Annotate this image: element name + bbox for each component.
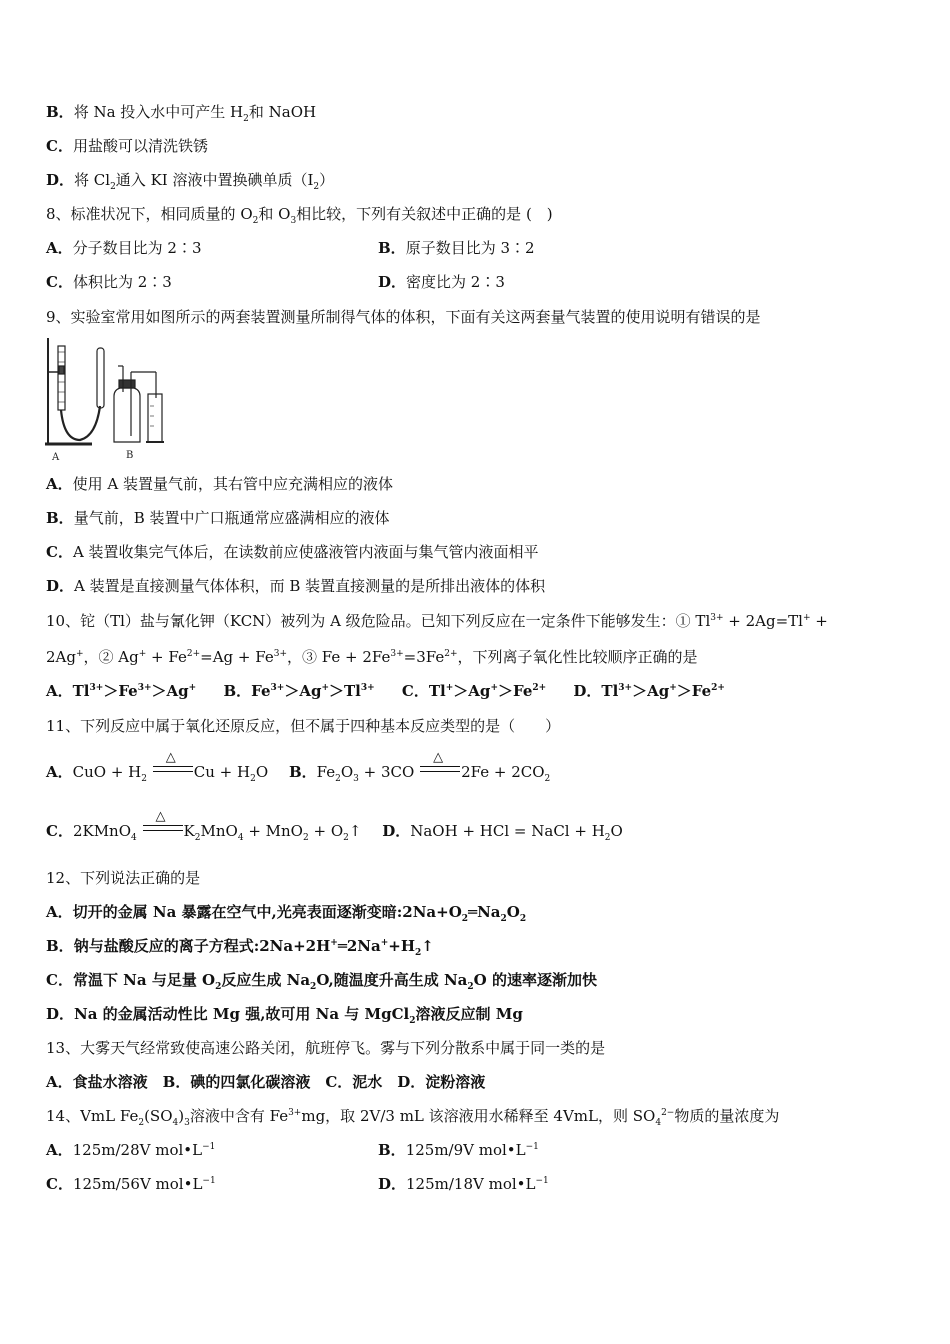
q13-stem: 13、大雾天气经常致使高速公路关闭，航班停飞。雾与下列分散系中属于同一类的是 <box>46 1039 606 1057</box>
q10-option-c: C．$Tl^+>Ag^+>Fe^{2+}$ <box>401 682 547 700</box>
q11-options-cd <box>46 809 623 843</box>
q9-stem: 9、实验室常用如图所示的两套装置测量所制得气体的体积，下面有关这两套量气装置的使用说明有错误的是 <box>46 308 761 326</box>
q10-option-d: D．$Tl^{3+}>Ag^+>Fe^{2+}$ <box>573 682 725 700</box>
q7-option-d: D．将 $Cl_2$通入 KI 溶液中置换碘单质$(I_2)$ <box>46 171 335 192</box>
q7-option-c: C．用盐酸可以清洗铁锈 <box>46 137 208 155</box>
q14-stem: 14、VmL $Fe_2(SO_4)_3$溶液中含有 $Fe^{3+}mg$，取 2V/3 mL 该溶液用水稀释至 4VmL，则 $SO_4^{2-}$物质的量浓度为 <box>46 1107 780 1128</box>
heating-equals-sign: △ <box>153 763 193 779</box>
gas-measurement-apparatus-figure <box>44 336 174 462</box>
figure-label-a: A <box>52 452 60 462</box>
q12-option-d: D．Na 的金属活动性比 Mg 强,故可用 Na 与 MgCl$_2$溶液反应制 Mg <box>46 1005 523 1026</box>
q10-stem-line1: 10、铊（Tl）盐与氰化钾（KCN）被列为 A 级危险品。已知下列反应在一定条件下能够发生：① $Tl^{3+} + 2Ag=Tl^+$ + <box>46 612 828 630</box>
q8-option-d: D．密度比为 2∶3 <box>378 273 505 291</box>
q11-option-b: B．$Fe_2O_3 + 3CO$ △ $2Fe + 2CO_2$ <box>288 750 551 784</box>
q8-option-a: A．分子数目比为 2∶3 <box>46 239 202 257</box>
q10-stem-line2: 2Ag+，② $Ag^+ + Fe^{2+}=Ag + Fe^{3+}$，③ $Fe + 2Fe^{3+}=3Fe^{2+}$，下列离子氧化性比较顺序正确的是 <box>46 648 698 666</box>
q8-option-b: B．原子数目比为 3∶2 <box>378 239 535 257</box>
q14-option-b: B．125m/9V $mol•L^{-1}$ <box>378 1141 539 1159</box>
q14-option-a: A．125m/28V $mol•L^{-1}$ <box>46 1141 216 1159</box>
q9-option-d: D．A 装置是直接测量气体体积，而 B 装置直接测量的是所排出液体的体积 <box>46 577 546 595</box>
q12-stem: 12、下列说法正确的是 <box>46 869 201 887</box>
apparatus-b-drawing <box>114 366 164 442</box>
q11-option-d: D．NaOH + HCl = NaCl + $H_2O$ <box>382 822 623 843</box>
q10-option-b: B．$Fe^{3+}>Ag^+>Tl^{3+}$ <box>223 682 375 700</box>
apparatus-a-drawing <box>45 338 104 444</box>
heating-equals-sign: △ <box>420 763 460 779</box>
q9-option-c: C．A 装置收集完气体后，在读数前应使盛液管内液面与集气管内液面相平 <box>46 543 539 561</box>
heating-equals-sign: △ <box>143 822 183 838</box>
q11-stem: 11、下列反应中属于氧化还原反应，但不属于四种基本反应类型的是（ ） <box>46 717 561 735</box>
q12-option-b: B．钠与盐酸反应的离子方程式$:2Na+2H^+═2Na^++H_2↑$ <box>46 937 434 958</box>
q7-option-b: B．将 Na 投入水中可产生 $H_2$和 NaOH <box>46 103 317 124</box>
q12-option-c: C．常温下 Na 与足量 $O_2$反应生成 $Na_2O$,随温度升高生成 $Na_2O$ 的速率逐渐加快 <box>46 971 597 992</box>
q8-option-c: C．体积比为 2∶3 <box>46 273 172 291</box>
q10-option-a: A．$Tl^{3+}>Fe^{3+}>Ag^+$ <box>46 682 197 700</box>
q9-option-b: B．量气前，B 装置中广口瓶通常应盛满相应的液体 <box>46 509 390 527</box>
q13-options: A．食盐水溶液 B．碘的四氯化碳溶液 C．泥水 D．淀粉溶液 <box>46 1073 486 1091</box>
q11-options-ab <box>46 750 551 784</box>
q9-option-a: A．使用 A 装置量气前，其右管中应充满相应的液体 <box>46 475 394 493</box>
q11-option-c: C．2KMnO$_4$ △ $K_2MnO_4 + MnO_2$ + $O_2↑$ <box>46 809 362 843</box>
q14-option-c: C．125m/56V $mol•L^{-1}$ <box>46 1175 216 1193</box>
q8-stem: 8、标准状况下，相同质量的 $O_2$和 $O_3$相比较，下列有关叙述中正确的是 ( ) <box>46 205 553 226</box>
q11-option-a: A．CuO + $H_2$ △ $Cu + H_2O$ <box>46 750 269 784</box>
q10-options <box>46 681 725 701</box>
figure-label-b: B <box>126 450 134 461</box>
q14-option-d: D．125m/18V $mol•L^{-1}$ <box>378 1175 549 1193</box>
q12-option-a: A．切开的金属 Na 暴露在空气中,光亮表面逐渐变暗$:2Na+O_2═Na_2O_2$ <box>46 903 527 924</box>
